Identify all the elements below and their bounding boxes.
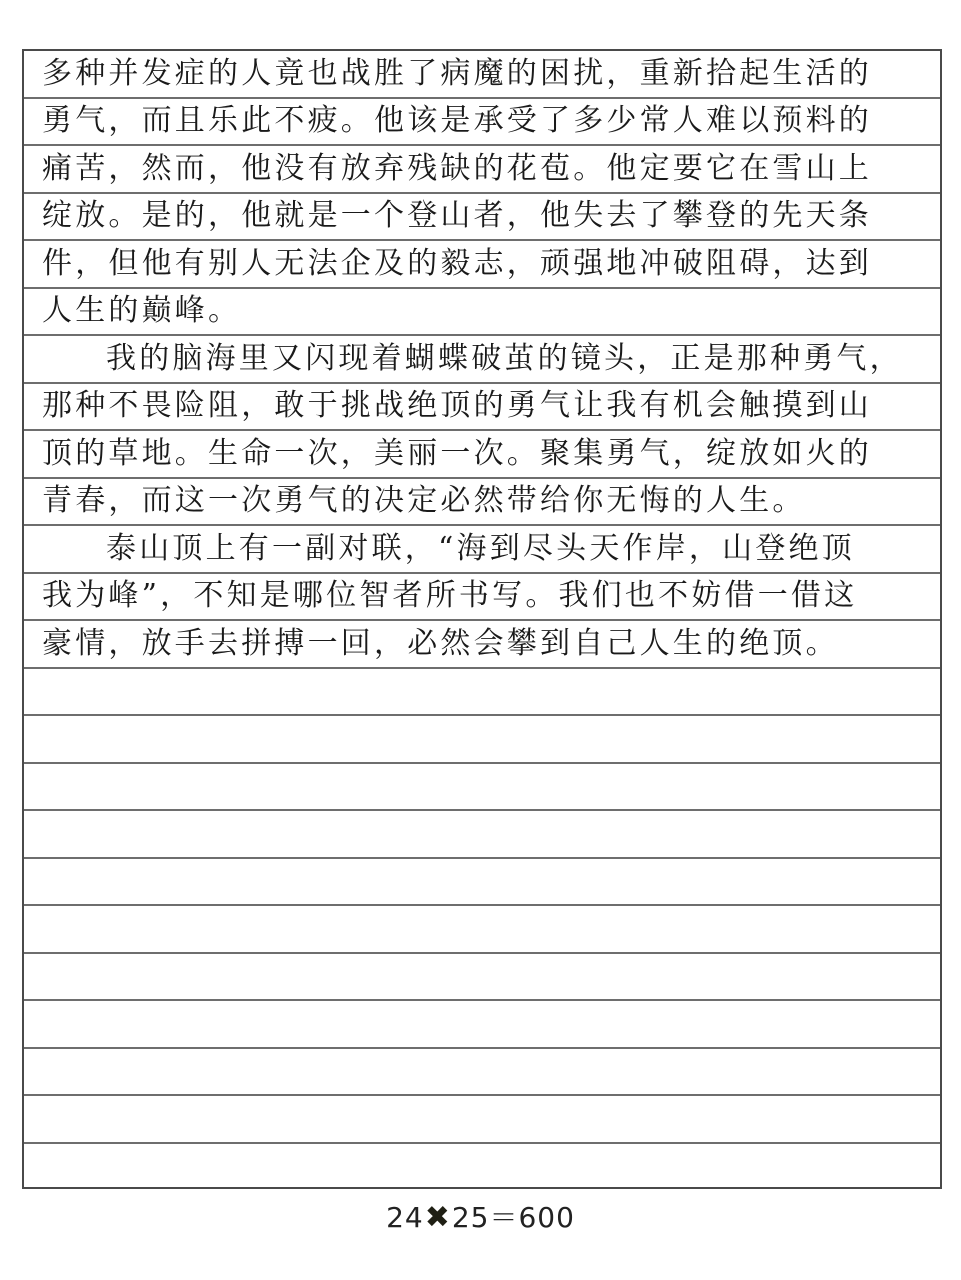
grid-size-caption [0,1196,961,1236]
text-line: 我的脑海里又闪现着蝴蝶破茧的镜头，正是那种勇气， [24,336,940,384]
text-line: 痛苦，然而，他没有放弃残缺的花苞。他定要它在雪山上 [24,146,940,194]
blank-line [24,669,940,717]
blank-line [24,1049,940,1097]
text-line: 件，但他有别人无法企及的毅志，顽强地冲破阻碍，达到 [24,241,940,289]
text-line: 豪情，放手去拼搏一回，必然会攀到自己人生的绝顶。 [24,621,940,669]
text-line: 多种并发症的人竟也战胜了病魔的困扰，重新拾起生活的 [24,51,940,99]
text-line: 人生的巅峰。 [24,289,940,337]
blank-line [24,1144,940,1192]
caption-columns-total: 25＝600 [451,1201,575,1234]
text-line: 泰山顶上有一副对联，“海到尽头天作岸，山登绝顶 [24,526,940,574]
text-line: 青春，而这一次勇气的决定必然带给你无悔的人生。 [24,479,940,527]
blank-line [24,716,940,764]
blank-line [24,811,940,859]
blank-line [24,1096,940,1144]
blank-line [24,954,940,1002]
caption-rows-count: 24 [386,1201,424,1234]
blank-line [24,859,940,907]
text-line: 顶的草地。生命一次，美丽一次。聚集勇气，绽放如火的 [24,431,940,479]
text-line: 绽放。是的，他就是一个登山者，他失去了攀登的先天条 [24,194,940,242]
text-line: 那种不畏险阻，敢于挑战绝顶的勇气让我有机会触摸到山 [24,384,940,432]
text-line: 勇气，而且乐此不疲。他该是承受了多少常人难以预料的 [24,99,940,147]
blank-line [24,764,940,812]
multiply-icon: ✖ [424,1200,451,1235]
text-line: 我为峰”，不知是哪位智者所书写。我们也不妨借一借这 [24,574,940,622]
lined-writing-sheet [22,49,942,1189]
blank-line [24,906,940,954]
blank-line [24,1001,940,1049]
